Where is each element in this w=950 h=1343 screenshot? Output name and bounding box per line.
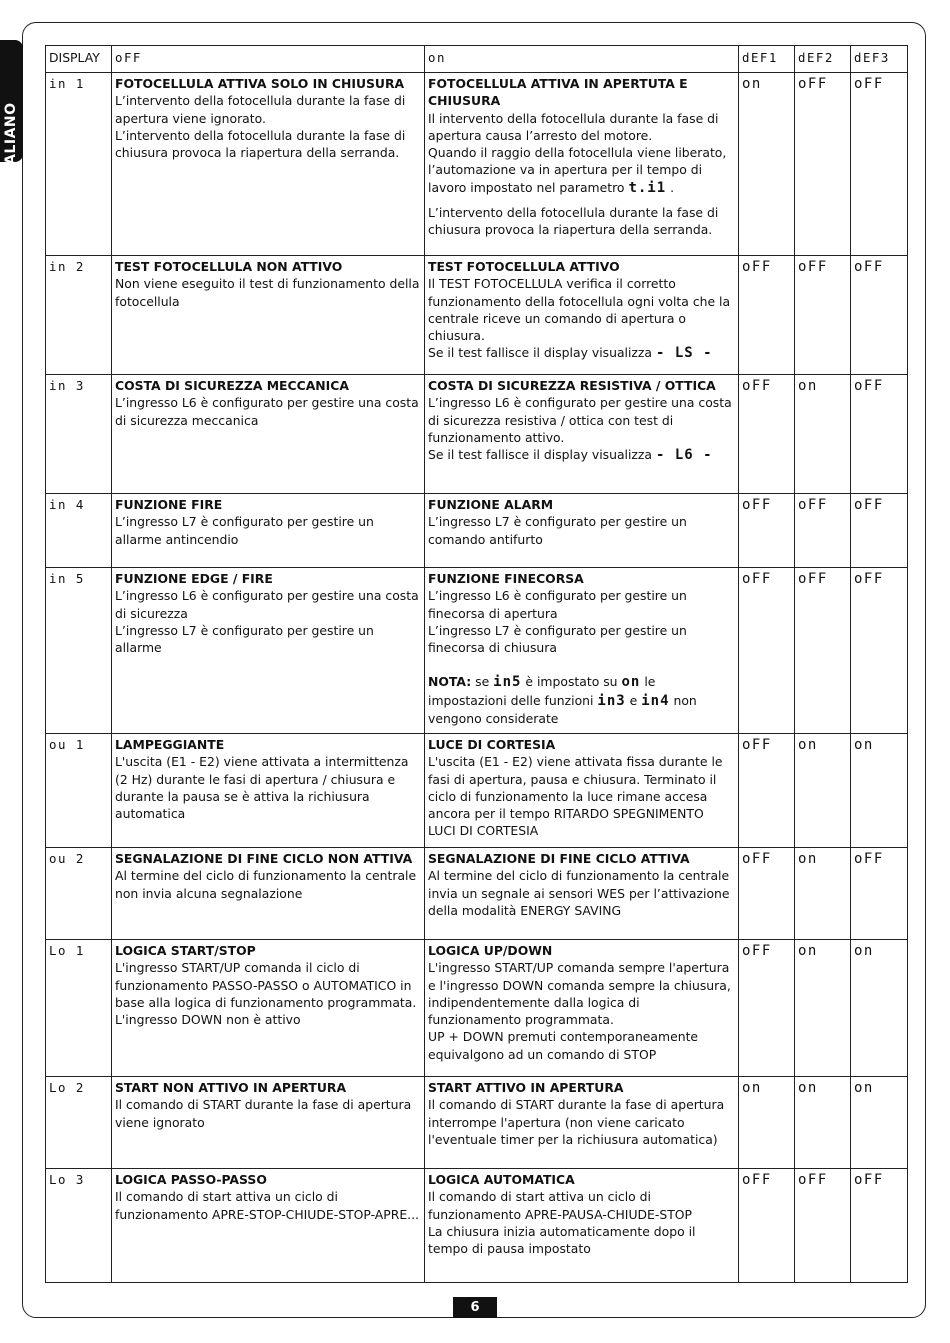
on-title: SEGNALAZIONE DI FINE CICLO ATTIVA bbox=[428, 851, 690, 866]
def1-value: oFF bbox=[742, 1172, 772, 1188]
table-row bbox=[46, 1169, 908, 1283]
table-row bbox=[46, 940, 908, 1077]
row-code: Lo 3 bbox=[46, 1169, 112, 1283]
on-cell bbox=[425, 568, 739, 734]
def3-value: oFF bbox=[854, 851, 884, 867]
nota-text: e bbox=[629, 692, 638, 708]
def3-cell bbox=[851, 568, 908, 734]
off-title: LAMPEGGIANTE bbox=[115, 737, 225, 752]
def1-value: oFF bbox=[742, 943, 772, 959]
on-title: LOGICA UP/DOWN bbox=[428, 943, 553, 958]
off-text: L’ingresso L6 è configurato per gestire una costa di sicurezza meccanica bbox=[115, 395, 419, 428]
on-text: L’ingresso L7 è configurato per gestire un comando antifurto bbox=[428, 514, 687, 547]
off-text: Non viene eseguito il test di funzionamento della fotocellula bbox=[115, 276, 420, 309]
def1-cell bbox=[739, 73, 795, 256]
header-on: on bbox=[425, 46, 739, 73]
row-code: in 4 bbox=[46, 494, 112, 568]
nota-text: è impostato su bbox=[525, 674, 618, 690]
def2-value: on bbox=[798, 1080, 818, 1096]
off-title: FUNZIONE EDGE / FIRE bbox=[115, 571, 273, 586]
on-cell bbox=[425, 73, 739, 256]
def2-value: oFF bbox=[798, 259, 828, 275]
row-code: in 2 bbox=[46, 256, 112, 375]
off-title: TEST FOTOCELLULA NON ATTIVO bbox=[115, 259, 343, 274]
off-title: COSTA DI SICUREZZA MECCANICA bbox=[115, 378, 349, 393]
def2-cell bbox=[795, 1169, 851, 1283]
on-text: Al termine del ciclo di funzionamento la centrale invia un segnale ai sensori WES per l’attivazione della modalità ENERGY SAVING bbox=[428, 868, 730, 918]
on-text-code: t.i1 bbox=[628, 179, 667, 196]
row-code: ou 2 bbox=[46, 848, 112, 940]
on-text-code: - LS - bbox=[655, 345, 713, 362]
on-title: TEST FOTOCELLULA ATTIVO bbox=[428, 259, 620, 274]
def1-value: oFF bbox=[742, 851, 772, 867]
off-cell bbox=[112, 1077, 425, 1169]
on-cell bbox=[425, 848, 739, 940]
on-text-end: . bbox=[670, 179, 675, 195]
off-text: Al termine del ciclo di funzionamento la centrale non invia alcuna segnalazione bbox=[115, 868, 417, 901]
def3-value: on bbox=[854, 737, 874, 753]
language-tab bbox=[0, 40, 23, 180]
off-cell bbox=[112, 940, 425, 1077]
off-title: FUNZIONE FIRE bbox=[115, 497, 223, 512]
def2-value: oFF bbox=[798, 571, 828, 587]
def1-value: oFF bbox=[742, 571, 772, 587]
def3-cell bbox=[851, 375, 908, 494]
def1-value: on bbox=[742, 76, 762, 92]
on-cell bbox=[425, 256, 739, 375]
on-title: LOGICA AUTOMATICA bbox=[428, 1172, 575, 1187]
def3-value: oFF bbox=[854, 378, 884, 394]
table-row bbox=[46, 375, 908, 494]
off-title: SEGNALAZIONE DI FINE CICLO NON ATTIVA bbox=[115, 851, 413, 866]
def3-cell bbox=[851, 494, 908, 568]
off-title: LOGICA PASSO-PASSO bbox=[115, 1172, 267, 1187]
on-text: Il TEST FOTOCELLULA verifica il corretto funzionamento della fotocellula ogni volta che la centrale riceve un comando di apertura o chiusura. Se il test fallisce il display visualizza bbox=[428, 276, 731, 361]
off-title: FOTOCELLULA ATTIVA SOLO IN CHIUSURA bbox=[115, 76, 405, 91]
header-display: DISPLAY bbox=[46, 46, 112, 73]
on-text: Il comando di START durante la fase di apertura interrompe l'apertura (non viene caricato l'eventuale timer per la richiusura automatica) bbox=[428, 1097, 725, 1147]
row-code: in 5 bbox=[46, 568, 112, 734]
table-row bbox=[46, 494, 908, 568]
def3-cell bbox=[851, 256, 908, 375]
on-text: Il intervento della fotocellula durante la fase di apertura causa l’arresto del motore. Quando il raggio della fotocellula viene liberato, l’automazione va in apertura per il tempo di lavoro impostato nel parametro bbox=[428, 110, 727, 195]
table-row bbox=[46, 848, 908, 940]
nota-label: NOTA: bbox=[428, 674, 472, 690]
off-text: Il comando di START durante la fase di apertura viene ignorato bbox=[115, 1097, 412, 1130]
nota-code: on bbox=[621, 674, 641, 691]
def1-cell bbox=[739, 375, 795, 494]
nota-text: se bbox=[475, 674, 490, 690]
on-text: Il comando di start attiva un ciclo di funzionamento APRE-PAUSA-CHIUDE-STOP La chiusura inizia automaticamente dopo il tempo di pausa impostato bbox=[428, 1189, 696, 1257]
def3-value: oFF bbox=[854, 259, 884, 275]
def3-value: oFF bbox=[854, 76, 884, 92]
on-text: L'uscita (E1 - E2) viene attivata fissa durante le fasi di apertura, pausa e chiusura. Terminato il ciclo di funzionamento la luce rimane accesa ancora per il tempo RITARDO SPEGNIMENTO LUCI DI CORTESIA bbox=[428, 754, 723, 839]
def3-value: on bbox=[854, 943, 874, 959]
table-header-row bbox=[46, 46, 908, 73]
def3-value: on bbox=[854, 1080, 874, 1096]
nota bbox=[428, 673, 735, 727]
def3-value: oFF bbox=[854, 571, 884, 587]
on-cell bbox=[425, 1169, 739, 1283]
on-cell bbox=[425, 375, 739, 494]
def2-value: oFF bbox=[798, 1172, 828, 1188]
def2-value: oFF bbox=[798, 76, 828, 92]
off-cell bbox=[112, 73, 425, 256]
def1-value: oFF bbox=[742, 737, 772, 753]
nota-code: in4 bbox=[641, 692, 670, 709]
def1-cell bbox=[739, 1077, 795, 1169]
row-code: Lo 2 bbox=[46, 1077, 112, 1169]
def2-cell bbox=[795, 256, 851, 375]
off-text: L’ingresso L6 è configurato per gestire una costa di sicurezza L’ingresso L7 è configurato per gestire un allarme bbox=[115, 588, 419, 656]
row-code: Lo 1 bbox=[46, 940, 112, 1077]
off-title: START NON ATTIVO IN APERTURA bbox=[115, 1080, 347, 1095]
def2-value: on bbox=[798, 737, 818, 753]
on-cell bbox=[425, 1077, 739, 1169]
on-cell bbox=[425, 940, 739, 1077]
def3-cell bbox=[851, 848, 908, 940]
row-code: in 3 bbox=[46, 375, 112, 494]
def3-cell bbox=[851, 940, 908, 1077]
off-cell bbox=[112, 1169, 425, 1283]
def2-value: on bbox=[798, 378, 818, 394]
def2-cell bbox=[795, 494, 851, 568]
def2-cell bbox=[795, 375, 851, 494]
off-text: L’ingresso L7 è configurato per gestire un allarme antincendio bbox=[115, 514, 374, 547]
def1-value: oFF bbox=[742, 497, 772, 513]
nota-text: le impostazioni delle funzioni bbox=[428, 674, 656, 708]
def2-cell bbox=[795, 848, 851, 940]
on-text-2: L’intervento della fotocellula durante la fase di chiusura provoca la riapertura della serranda. bbox=[428, 205, 719, 238]
on-title: START ATTIVO IN APERTURA bbox=[428, 1080, 624, 1095]
def1-cell bbox=[739, 568, 795, 734]
header-def1: dEF1 bbox=[739, 46, 795, 73]
def2-cell bbox=[795, 1077, 851, 1169]
off-cell bbox=[112, 256, 425, 375]
def3-cell bbox=[851, 734, 908, 848]
off-text: L'uscita (E1 - E2) viene attivata a intermittenza (2 Hz) durante le fasi di apertura / chiusura e durante la pausa se è attiva la richiusura automatica bbox=[115, 754, 409, 822]
page-number: 6 bbox=[453, 1297, 497, 1318]
table-row bbox=[46, 1077, 908, 1169]
def1-cell bbox=[739, 494, 795, 568]
off-cell bbox=[112, 494, 425, 568]
table-row bbox=[46, 73, 908, 256]
def1-cell bbox=[739, 734, 795, 848]
off-cell bbox=[112, 375, 425, 494]
table-row bbox=[46, 734, 908, 848]
on-title: FOTOCELLULA ATTIVA IN APERTUTA E CHIUSURA bbox=[428, 76, 688, 109]
header-def2: dEF2 bbox=[795, 46, 851, 73]
language-tab-label: ITALIANO bbox=[3, 102, 19, 180]
on-title: LUCE DI CORTESIA bbox=[428, 737, 556, 752]
nota-code: in3 bbox=[597, 692, 626, 709]
on-title: COSTA DI SICUREZZA RESISTIVA / OTTICA bbox=[428, 378, 716, 393]
off-text: Il comando di start attiva un ciclo di funzionamento APRE-STOP-CHIUDE-STOP-APRE... bbox=[115, 1189, 419, 1222]
on-cell bbox=[425, 494, 739, 568]
row-code: in 1 bbox=[46, 73, 112, 256]
off-cell bbox=[112, 568, 425, 734]
on-text: L'ingresso START/UP comanda sempre l'apertura e l'ingresso DOWN comanda sempre la chiusura, indipendentemente dalla logica di funzionamento programmata. UP + DOWN premuti contemporaneamente equivalgono ad un comando di STOP bbox=[428, 960, 731, 1062]
def2-cell bbox=[795, 734, 851, 848]
def2-cell bbox=[795, 940, 851, 1077]
def1-value: on bbox=[742, 1080, 762, 1096]
nota-text: non vengono considerate bbox=[428, 692, 697, 727]
def3-value: oFF bbox=[854, 497, 884, 513]
on-title: FUNZIONE ALARM bbox=[428, 497, 554, 512]
def3-cell bbox=[851, 1169, 908, 1283]
table-row bbox=[46, 568, 908, 734]
header-def3: dEF3 bbox=[851, 46, 908, 73]
def1-cell bbox=[739, 1169, 795, 1283]
off-cell bbox=[112, 734, 425, 848]
parameters-table bbox=[45, 45, 908, 1283]
off-text: L’intervento della fotocellula durante la fase di apertura viene ignorato. L’intervento della fotocellula durante la fase di chiusura provoca la riapertura della serranda. bbox=[115, 93, 406, 161]
def1-value: oFF bbox=[742, 378, 772, 394]
def3-cell bbox=[851, 73, 908, 256]
header-off: oFF bbox=[112, 46, 425, 73]
def2-cell bbox=[795, 568, 851, 734]
def1-cell bbox=[739, 256, 795, 375]
def2-value: on bbox=[798, 851, 818, 867]
def1-cell bbox=[739, 940, 795, 1077]
on-title: FUNZIONE FINECORSA bbox=[428, 571, 584, 586]
on-text: L’ingresso L6 è configurato per gestire un finecorsa di apertura L’ingresso L7 è configurato per gestire un finecorsa di chiusura bbox=[428, 588, 687, 656]
row-code: ou 1 bbox=[46, 734, 112, 848]
def1-value: oFF bbox=[742, 259, 772, 275]
off-cell bbox=[112, 848, 425, 940]
off-title: LOGICA START/STOP bbox=[115, 943, 256, 958]
table-row bbox=[46, 256, 908, 375]
on-text-code: - L6 - bbox=[655, 447, 713, 464]
on-text: L’ingresso L6 è configurato per gestire una costa di sicurezza resistiva / ottica con test di funzionamento attivo. Se il test fallisce il display visualizza bbox=[428, 395, 732, 463]
def3-value: oFF bbox=[854, 1172, 884, 1188]
def2-value: oFF bbox=[798, 497, 828, 513]
def2-cell bbox=[795, 73, 851, 256]
on-cell bbox=[425, 734, 739, 848]
off-text: L'ingresso START/UP comanda il ciclo di funzionamento PASSO-PASSO o AUTOMATICO in base alla logica di funzionamento programmata. L'ingresso DOWN non è attivo bbox=[115, 960, 417, 1028]
nota-code: in5 bbox=[493, 674, 522, 691]
def2-value: on bbox=[798, 943, 818, 959]
def3-cell bbox=[851, 1077, 908, 1169]
def1-cell bbox=[739, 848, 795, 940]
